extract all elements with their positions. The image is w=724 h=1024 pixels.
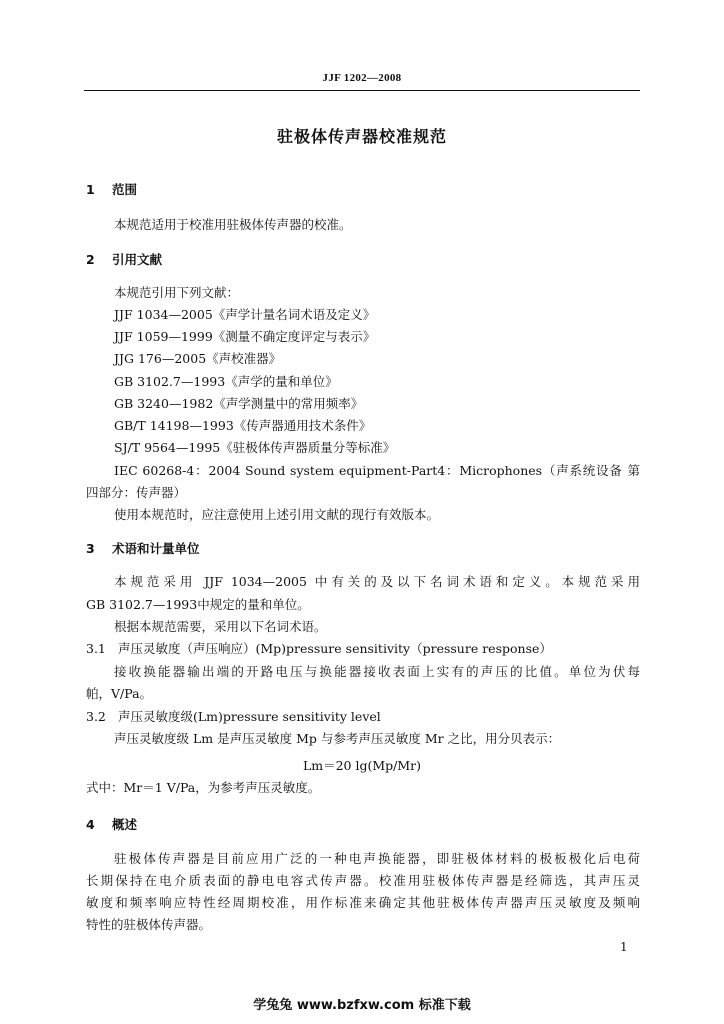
section-title: 范围 [112,182,138,197]
paragraph: 驻极体传声器是目前应用广泛的一种电声换能器，即驻极体材料的极板极化后电荷 [114,851,640,866]
reference-item: JJG 176—2005《声校准器》 [114,351,282,366]
section-title: 术语和计量单位 [112,541,200,556]
section-number: 4 [86,817,95,832]
reference-item: GB/T 14198—1993《传声器通用技术条件》 [114,418,372,433]
section-number: 3 [86,541,95,556]
section-3-heading [86,541,200,557]
section-title: 引用文献 [112,252,163,267]
definition-3-2-term [86,709,381,725]
paragraph: 本规范适用于校准用驻极体传声器的校准。 [114,217,352,232]
definition-term: 声压灵敏度（声压响应）(Mp)pressure sensitivity（pressure response） [118,641,552,656]
section-number: 1 [86,182,95,197]
definition-text: 接收换能器输出端的开路电压与换能器接收表面上实有的声压的比值。单位为伏每 [114,664,640,679]
paragraph-continued: 敏度和频率响应特性经周期校准，用作标准来确定其他驻极体传声器声压灵敏度及频响 [86,895,640,910]
paragraph-continued: GB 3102.7—1993中规定的量和单位。 [86,597,310,612]
reference-item: SJ/T 9564—1995《驻极体传声器质量分等标准》 [114,440,396,455]
header-rule [84,90,640,91]
paragraph: 根据本规范需要，采用以下名词术语。 [114,619,327,634]
reference-item: GB 3102.7—1993《声学的量和单位》 [114,374,338,389]
reference-item: JJF 1034—2005《声学计量名词术语及定义》 [114,307,376,322]
reference-item: IEC 60268-4：2004 Sound system equipment-Part4：Microphones（声系统设备 第 [114,463,640,478]
page-number: 1 [620,940,628,954]
subsection-number: 3.2 [86,709,106,724]
reference-item-continued: 四部分：传声器） [86,485,187,500]
definition-text-continued: 帕，V/Pa。 [86,686,153,701]
definition-text: 声压灵敏度级 Lm 是声压灵敏度 Mp 与参考声压灵敏度 Mr 之比，用分贝表示： [114,731,561,746]
document-title: 驻极体传声器校准规范 [276,127,447,146]
section-1-heading [86,182,137,198]
paragraph: 本规范引用下列文献： [114,285,240,300]
formula: Lm＝20 lg(Mp/Mr) [302,758,422,773]
section-number: 2 [86,252,95,267]
reference-item: JJF 1059—1999《测量不确定度评定与表示》 [114,329,376,344]
subsection-number: 3.1 [86,641,106,656]
paragraph: 使用本规范时，应注意使用上述引用文献的现行有效版本。 [114,507,440,522]
definition-term: 声压灵敏度级(Lm)pressure sensitivity level [118,709,381,724]
paragraph-continued: 特性的驻极体传声器。 [86,917,212,932]
standard-code: JJF 1202—2008 [322,72,402,84]
formula-where: 式中：Mr＝1 V/Pa，为参考声压灵敏度。 [86,780,321,795]
paragraph: 本规范采用 JJF 1034—2005 中有关的及以下名词术语和定义。本规范采用 [114,574,640,589]
footer-watermark: 学兔兔 www.bzfxw.com 标准下载 [253,998,471,1013]
paragraph-continued: 长期保持在电介质表面的静电电容式传声器。校准用驻极体传声器是经筛选，其声压灵 [86,873,640,888]
reference-item: GB 3240—1982《声学测量中的常用频率》 [114,396,364,411]
section-4-heading [86,817,137,833]
section-title: 概述 [112,817,138,832]
definition-3-1-term [86,641,552,657]
section-2-heading [86,252,162,268]
